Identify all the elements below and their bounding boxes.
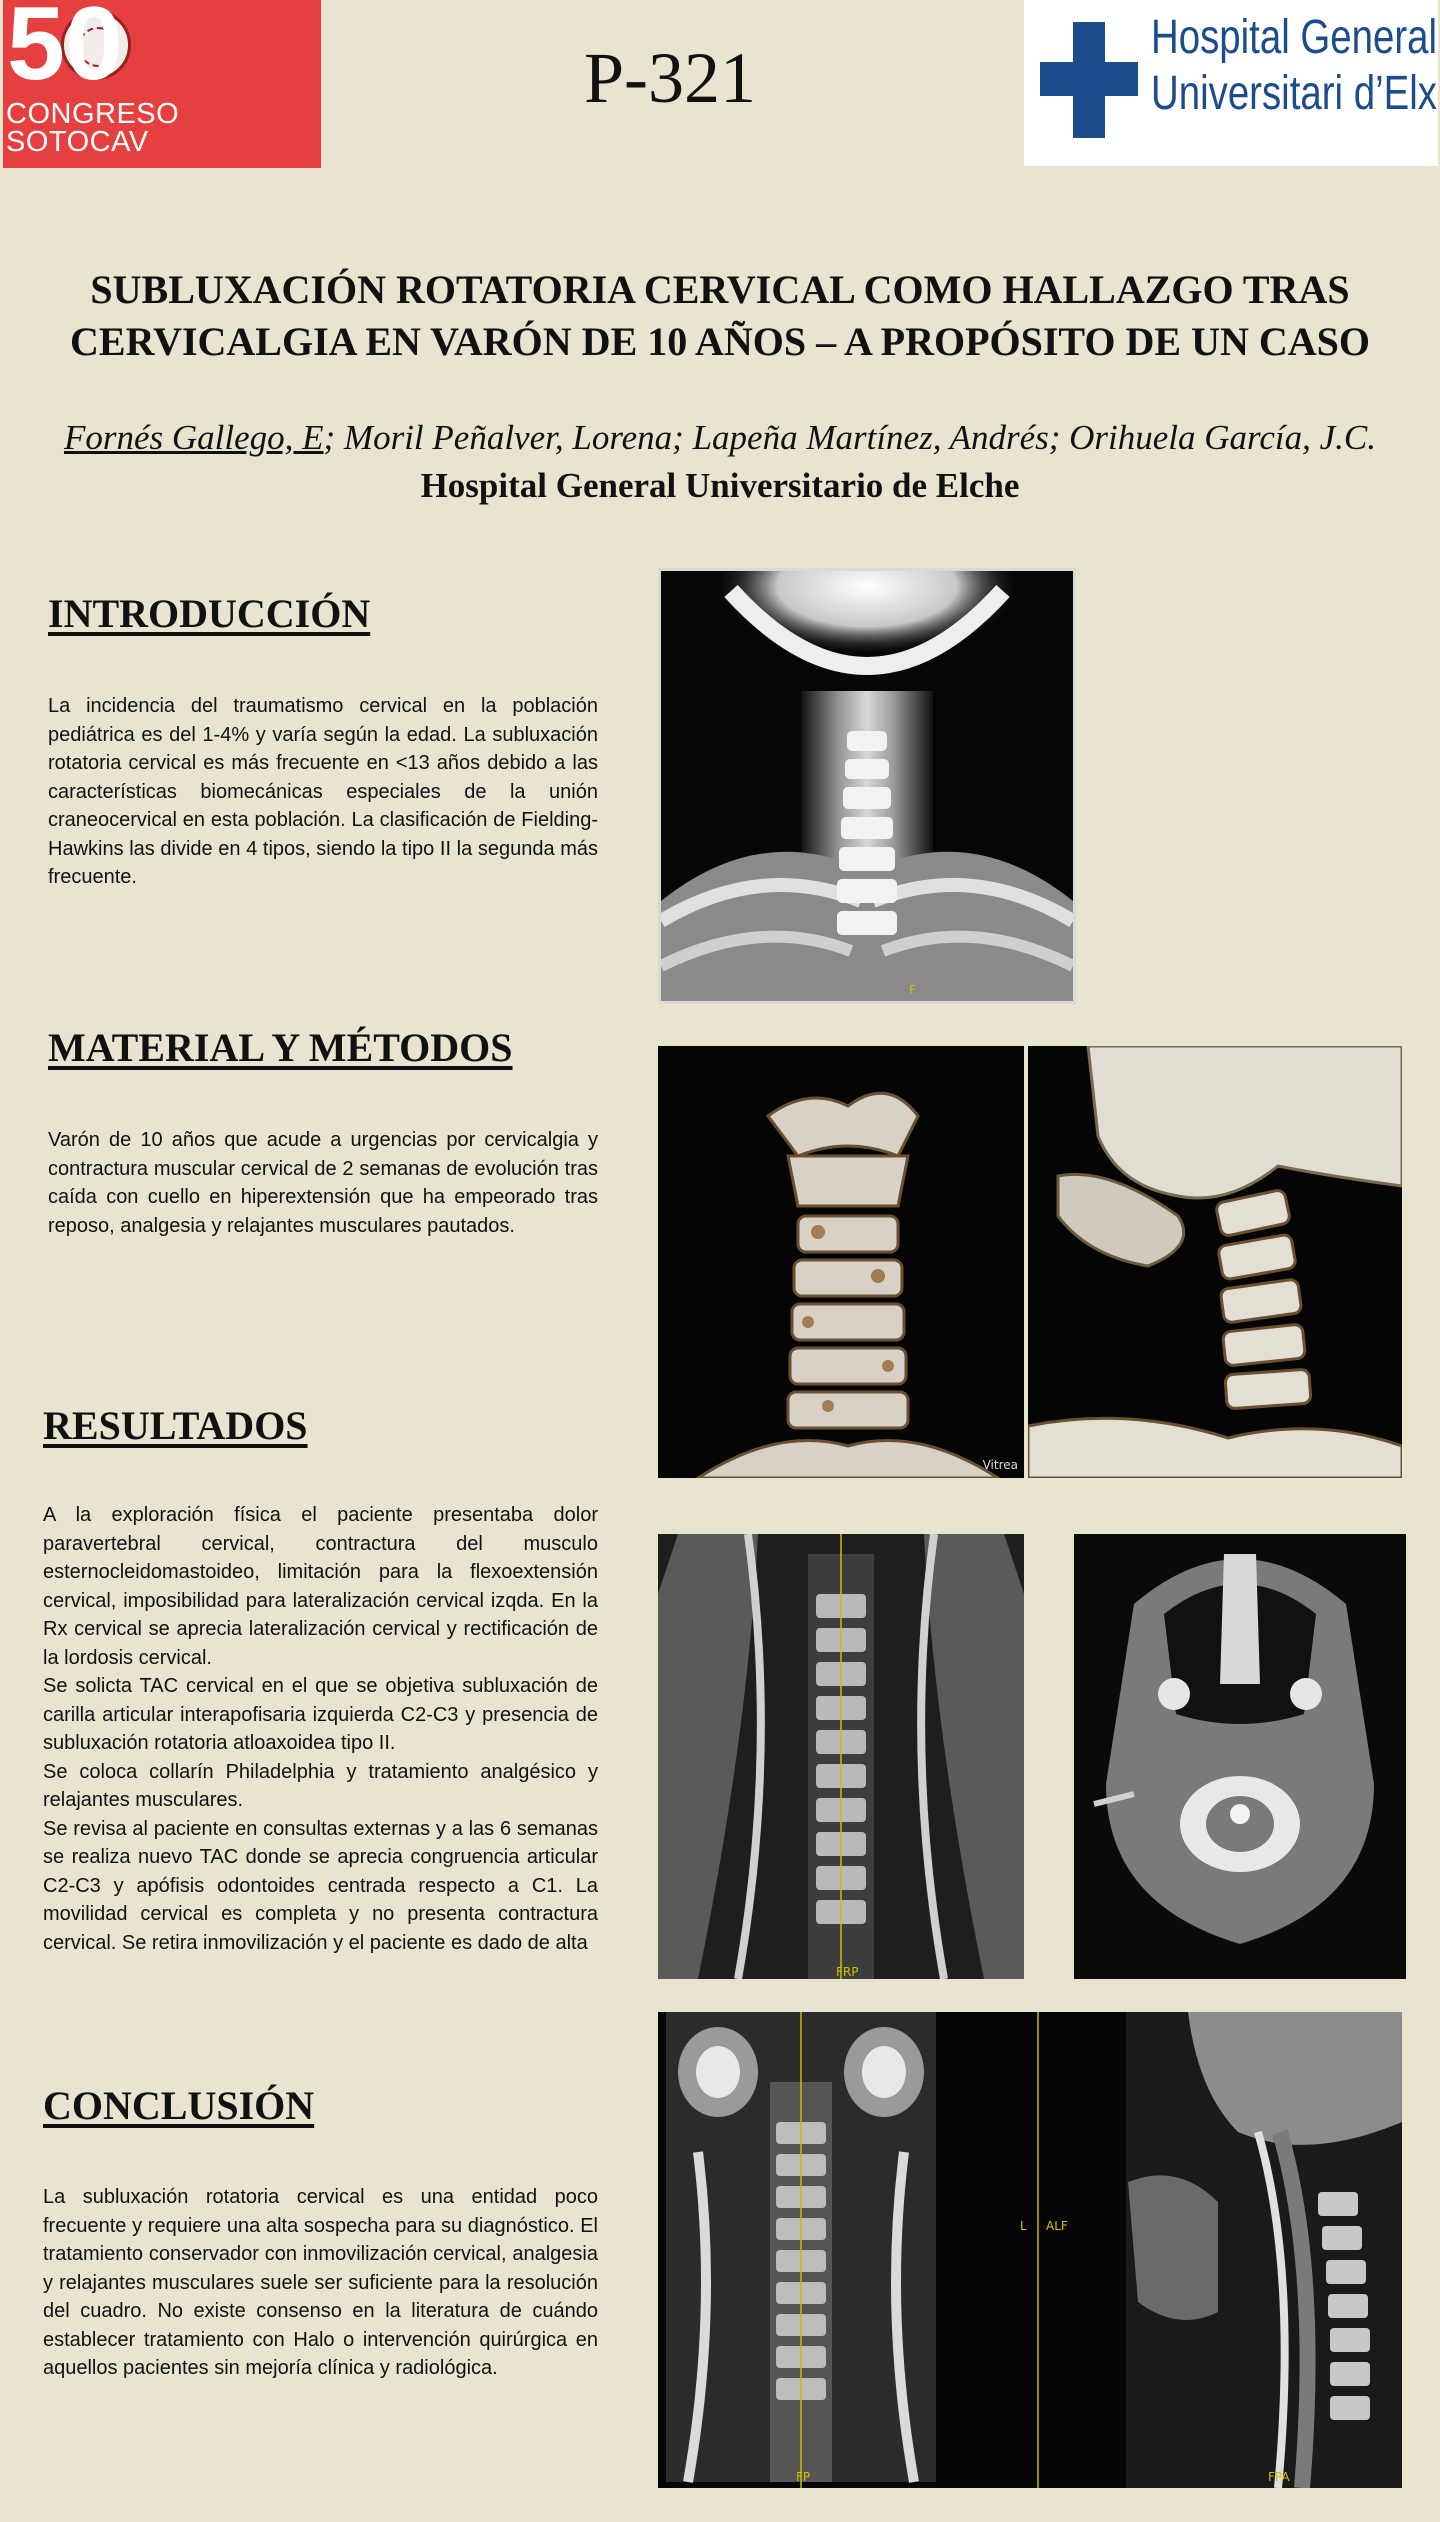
resultados-paragraph: A la exploración física el paciente presentaba dolor paravertebral cervical, contractura del musculo esternocleidomastoideo, limitación para la flexoextensión cervical, imposibilidad para lateralización cervical izqda. En la Rx cervical se aprecia lateralización cervical y rectificación de la lordosis cervical.: [43, 1504, 598, 1669]
resultados-paragraph: Se solicta TAC cervical en el que se objetiva subluxación de carilla articular interapofisaria izquierda C2-C3 y presencia de subluxación rotatoria atloaxoidea tipo II.: [43, 1675, 598, 1754]
affiliation: Hospital General Universitario de Elche: [420, 466, 1020, 505]
mri-side-label-l: L: [1020, 2219, 1027, 2233]
heading-material-metodos: MATERIAL Y MÉTODOS: [48, 1025, 513, 1070]
heading-conclusion: CONCLUSIÓN: [43, 2083, 315, 2128]
congress-logo-line2: SOTOCAV: [6, 126, 149, 158]
poster-code: P-321: [583, 38, 757, 118]
mri-left-marker: FP: [796, 2470, 811, 2484]
medical-cross-icon: [1040, 22, 1138, 138]
heading-introduccion: INTRODUCCIÓN: [48, 591, 371, 636]
resultados-paragraph: Se revisa al paciente en consultas externas y a las 6 semanas se realiza nuevo TAC donde se aprecia congruencia articular C2-C3 y apófisis odontoides centrada respecto a C1. La movilidad cervical es completa y no presenta contractura cervical. Se retira inmovilización y el paciente es dado de alta: [43, 1817, 598, 1954]
hospital-logo-line2: Universitari d’Elx: [1151, 67, 1437, 120]
text-conclusion: La subluxación rotatoria cervical es una entidad poco frecuente y requiere una alta sospecha para su diagnóstico. El tratamiento conservador con inmovilización cervical, analgesia y relajantes musculares suele ser suficiente para la resolución del cuadro. No existe consenso en la literatura de cuándo establecer tratamiento con Halo o intervención quirúrgica en aquellos pacientes sin mejoría clínica y radiológica.: [43, 2186, 598, 2379]
congress-logo: [3, 0, 321, 168]
mri-coronal-image: [658, 1534, 1024, 1979]
xray-orientation-marker: F: [909, 983, 916, 997]
xray-frontal-cervical-image: [658, 568, 1076, 1004]
poster-title-line1: SUBLUXACIÓN ROTATORIA CERVICAL COMO HALLAZGO TRAS: [90, 267, 1350, 312]
resultados-paragraph: Se coloca collarín Philadelphia y tratamiento analgésico y relajantes musculares.: [43, 1760, 598, 1811]
co-authors: ; Moril Peñalver, Lorena; Lapeña Martínez, Andrés; Orihuela García, J.C.: [323, 418, 1377, 457]
ct-vendor-watermark: Vitrea: [982, 1458, 1018, 1472]
mri-side-label-alf: ALF: [1046, 2219, 1068, 2233]
congress-logo-line1: CONGRESO: [6, 98, 180, 130]
poster-title-line2: CERVICALGIA EN VARÓN DE 10 AÑOS – A PROPÓSITO DE UN CASO: [70, 319, 1370, 364]
mri-sagittal-marker: FPA: [1268, 2470, 1290, 2484]
author-list: [10, 416, 1430, 460]
text-material-metodos: Varón de 10 años que acude a urgencias por cervicalgia y contractura muscular cervical de 2 semanas de evolución tras caída con cuello en hiperextensión que ha empeorado tras reposo, analgesia y relajantes musculares pautados.: [48, 1129, 598, 1237]
ct-3d-reconstruction-frontal-image: [658, 1046, 1024, 1478]
heading-resultados: RESULTADOS: [43, 1403, 308, 1448]
ct-3d-reconstruction-lateral-image: [1028, 1046, 1402, 1478]
congress-logo-number: 50: [7, 0, 123, 102]
hospital-logo-line1: Hospital General: [1151, 11, 1438, 64]
text-introduccion: La incidencia del traumatismo cervical en la población pediátrica es del 1-4% y varía según la edad. La subluxación rotatoria cervical es más frecuente en <13 años debido a las características biomecánicas especiales de la unión craneocervical en esta población. La clasificación de Fielding-Hawkins las divide en 4 tipos, siendo la tipo II la segunda más frecuente.: [48, 695, 598, 888]
hospital-logo: [1024, 0, 1438, 166]
mri-coronal-sagittal-image: [658, 2012, 1402, 2488]
first-author: Fornés Gallego, E: [63, 418, 324, 457]
text-resultados: [43, 1501, 598, 1957]
ct-axial-image: [1074, 1534, 1406, 1979]
poster-title: [10, 264, 1430, 368]
mri-coronal-marker: FRP: [836, 1965, 859, 1979]
